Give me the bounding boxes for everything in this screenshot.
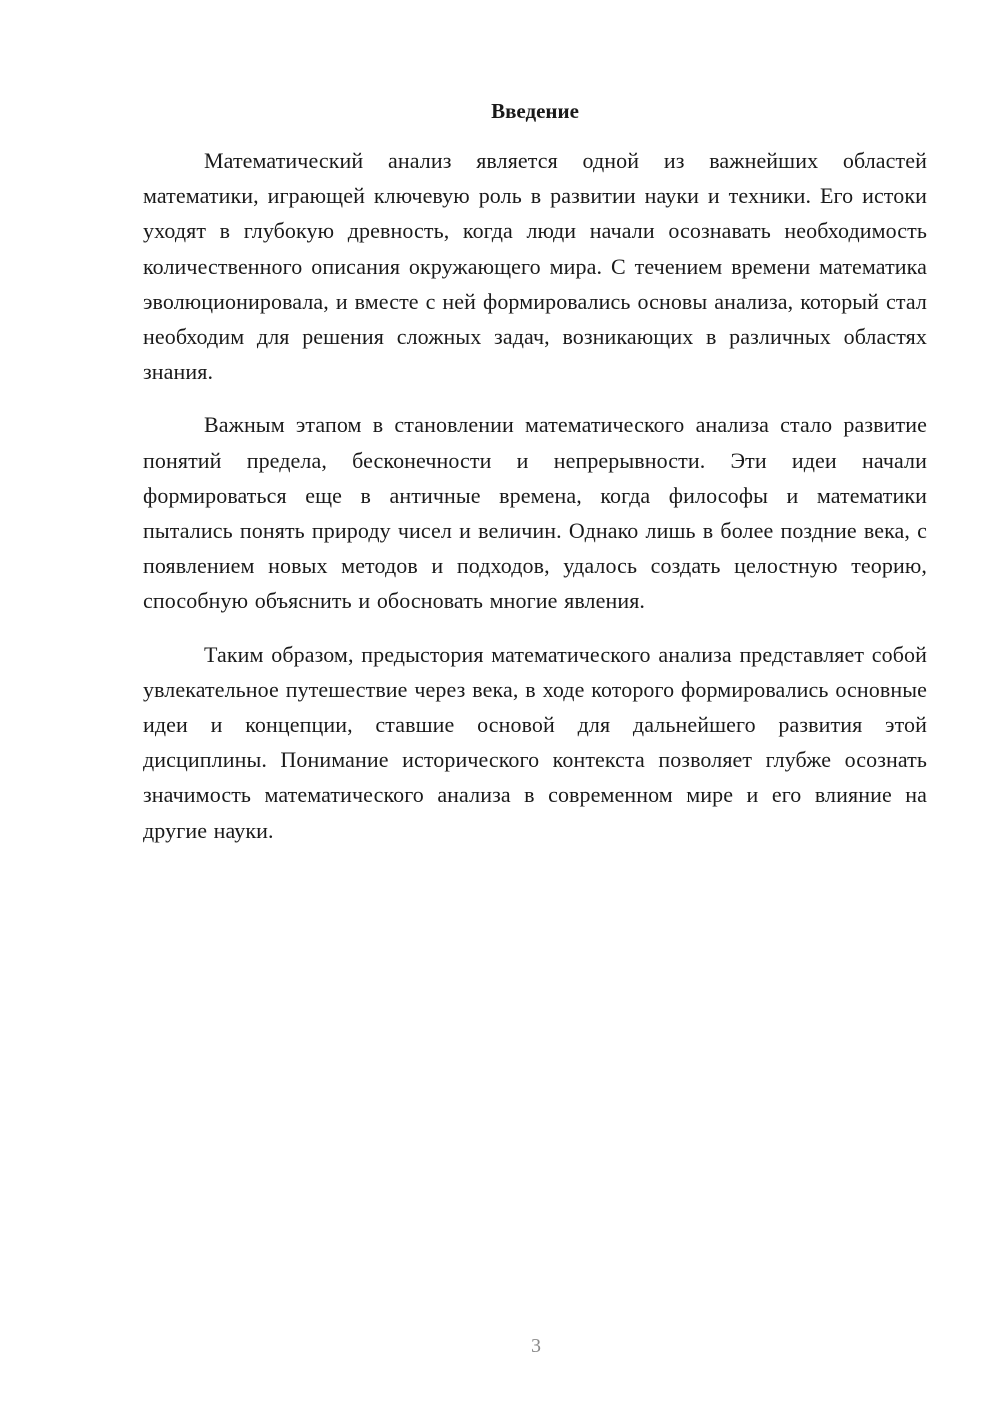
body-text: [143, 143, 927, 866]
paragraph-3: Таким образом, предыстория математического анализа представляет собой увлекательное путешествие через века, в ходе которого формировались основные идеи и концепции, ставшие основой для дальнейшего развития этой дисциплины. Понимание исторического контекста позволяет глубже осознать значимость математического анализа в современном мире и его влияние на другие науки.: [143, 641, 927, 843]
page-number: 3: [531, 1335, 541, 1357]
paragraph-2: Важным этапом в становлении математического анализа стало развитие понятий предела, бесконечности и непрерывности. Эти идеи начали формироваться еще в античные времена, когда философы и математики пытались понять природу чисел и величин. Однако лишь в более поздние века, с появлением новых методов и подходов, удалось создать целостную теорию, способную объяснить и обосновать многие явления.: [143, 412, 927, 614]
section-heading: Введение: [491, 99, 579, 123]
paragraph-1: Математический анализ является одной из важнейших областей математики, играющей ключевую роль в развитии науки и техники. Его истоки уходят в глубокую древность, когда люди начали осознавать необходимость количественного описания окружающего мира. С течением времени математика эволюционировала, и вместе с ней формировались основы анализа, который стал необходим для решения сложных задач, возникающих в различных областях знания.: [143, 148, 927, 385]
